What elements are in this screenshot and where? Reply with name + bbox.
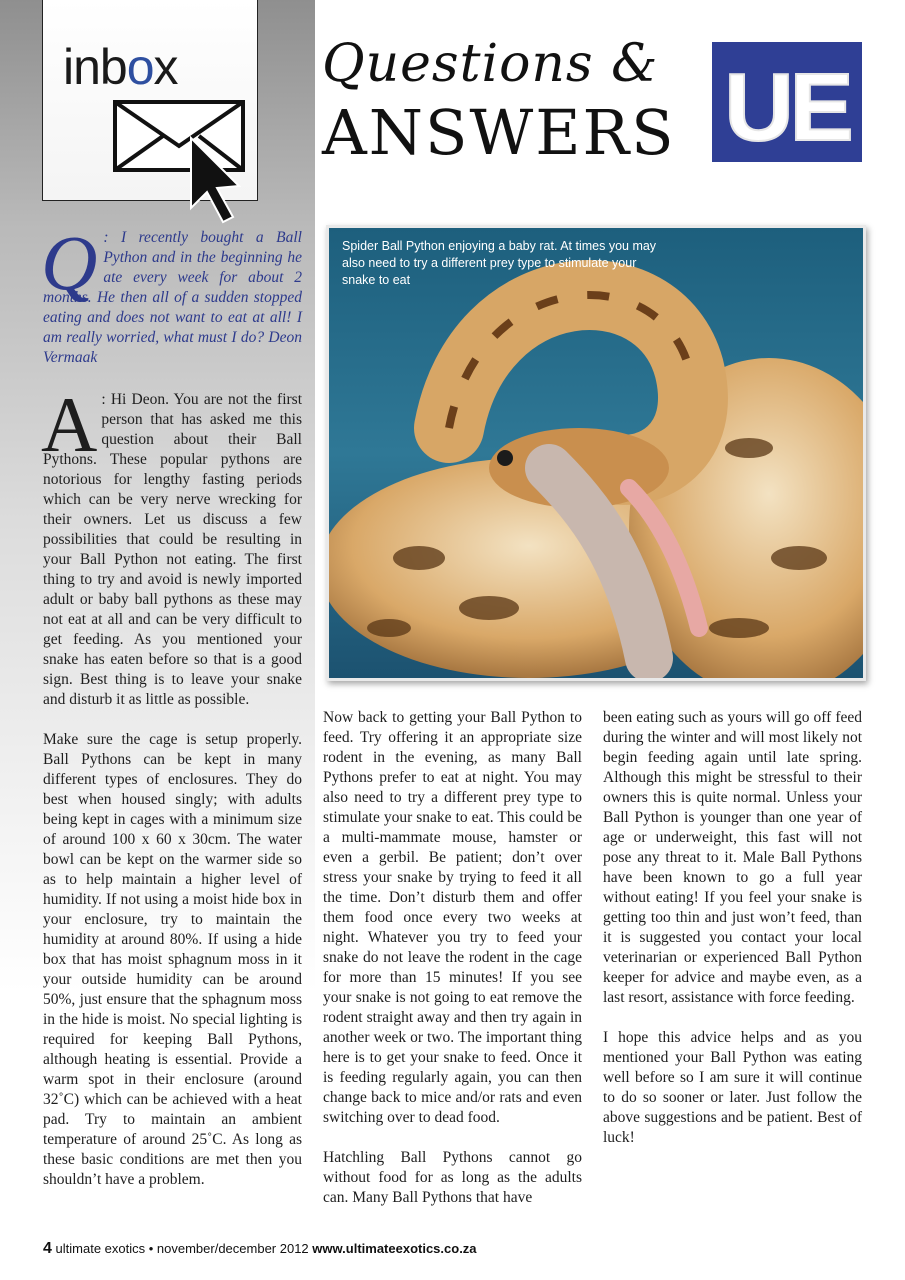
answer-column-3 bbox=[603, 708, 862, 1168]
ue-logo bbox=[712, 42, 862, 162]
question-body: : I recently bought a Ball Python and in the beginning he ate every week for about 2 months. He then all of a sudden stopped eating and does not want to eat at all! I am really worried, what must I do? Deon Vermaak bbox=[43, 229, 302, 366]
question-text bbox=[41, 219, 302, 368]
page-footer bbox=[43, 1240, 477, 1258]
answer-paragraph-1: : Hi Deon. You are not the first person that has asked me this question about their Ball Pythons. These popular pythons are notorious for lengthy fasting periods which can be very nerve wrecking for their owners. Let us discuss a few possibilities that could be resulting in your Ball Python not eating. The first thing to try and avoid is newly imported adult or baby ball pythons as these may not eat at all and can be very difficult to get feeding. As you mentioned your snake has eaten before so that is a good sign. Best thing is to leave your snake and disturb it as little as possible. bbox=[43, 391, 302, 708]
page-title bbox=[322, 34, 676, 169]
answer-paragraph-2: Make sure the cage is setup properly. Ball Pythons can be kept in many different types of enclosures. They do best when housed singly; with adults being kept in cages with a minimum size of around 100 x 60 x 30cm. The water bowl can be kept on the warmer side so as to help maintain a higher level of humidity. If not using a moist hide box in your enclosure, try to maintain the humidity at around 80%. If using a hide box that has moist sphagnum moss in it your outside humidity can be around 50%, just ensure that the sphagnum moss in the hide is moist. No special lighting is required for keeping Ball Pythons, although heating is essential. Provide a warm spot in their enclosure (around 32˚C) which can be achieved with a heat pad. Try to maintain an ambient temperature of around 25˚C. As long as these basic conditions are met then you shouldn’t have a problem. bbox=[43, 731, 302, 1188]
question-dropcap: Q bbox=[41, 219, 98, 306]
issue-info: ultimate exotics • november/december 2012 bbox=[55, 1241, 309, 1256]
inbox-badge bbox=[42, 0, 258, 201]
answer-paragraph-5: I hope this advice helps and as you mentioned your Ball Python was eating well before so I am sure it will continue to do so sooner or later. Just follow the above suggestions and be patient. Best of luck! bbox=[603, 1029, 862, 1146]
answer-paragraph-4: Hatchling Ball Pythons cannot go without food for as long as the adults can. Many Ball Pythons that have bbox=[323, 1149, 582, 1206]
inbox-title: inbox bbox=[63, 39, 178, 95]
answer-paragraph-3: Now back to getting your Ball Python to feed. Try offering it an appropriate size rodent in the evening, as many Ball Pythons prefer to eat at night. You may also need to try a different prey type to stimulate your snake to eat. This could be a multi-mammate mouse, hamster or even a gerbil. Be patient; don’t over stress your snake by trying to feed it all the time. Don’t disturb them and offer them food once every two weeks at night. Whatever you try to feed your snake do not leave the rodent in the cage for more than 15 minutes! If you see your snake is not going to eat remove the rodent straight away and then try again in another week or two. The important thing here is to get your snake to feed. Once it is feeding regularly again, you can then change back to mice and/or rats and even switching over to dead food. bbox=[323, 709, 582, 1126]
snake-photo bbox=[326, 225, 866, 681]
snake-illustration bbox=[329, 228, 863, 678]
title-line-1: Questions & bbox=[322, 34, 659, 94]
photo-caption: Spider Ball Python enjoying a baby rat. At times you may also need to try a different prey type to stimulate your snake to eat bbox=[342, 239, 657, 287]
title-line-2: ANSWERS bbox=[322, 96, 676, 169]
page-number: 4 bbox=[43, 1240, 52, 1257]
envelope-icon bbox=[113, 100, 293, 225]
answer-column-1 bbox=[41, 381, 302, 1210]
logo-text: UE bbox=[724, 54, 850, 161]
answer-column-2 bbox=[323, 708, 582, 1228]
answer-dropcap: A bbox=[41, 381, 98, 468]
website-link[interactable]: www.ultimateexotics.co.za bbox=[312, 1241, 477, 1256]
answer-paragraph-4-continued: been eating such as yours will go off feed during the winter and will most likely not begin feeding again until late spring. Although this might be stressful to their owners this is quite normal. Unless your Ball Python is younger than one year of age or underweight, this fast will not pose any threat to it. Male Ball Pythons have been known to go a full year without eating! If you feel your snake is getting too thin and just won’t feed, than it is suggested you contact your local veterinarian or experienced Ball Python keeper for advice and maybe even, as a last resort, assistance with force feeding. bbox=[603, 709, 862, 1006]
